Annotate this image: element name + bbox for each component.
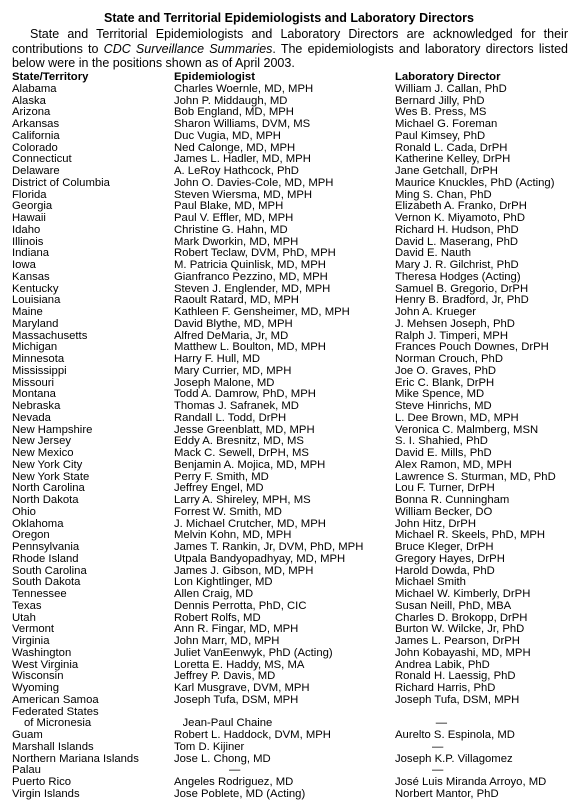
table-row [12, 201, 572, 213]
table-row [12, 742, 572, 754]
state-territory-cell: American Samoa [12, 694, 99, 706]
epidemiologist-cell: Paul Blake, MD, MPH [174, 201, 284, 213]
table-row [12, 131, 572, 143]
table-row [12, 472, 572, 484]
laboratory-director-cell: Lawrence S. Sturman, MD, PhD [395, 471, 556, 483]
state-territory-cell: Arizona [12, 107, 51, 119]
laboratory-director-cell: James L. Pearson, DrPH [395, 636, 520, 647]
laboratory-director-cell: Michael W. Kimberly, DrPH [395, 589, 531, 600]
table-row [12, 519, 572, 531]
epidemiologist-cell: Mark Dworkin, MD, MPH [174, 236, 299, 248]
laboratory-director-cell: Wes B. Press, MS [395, 107, 487, 119]
table-row [12, 389, 572, 401]
epidemiologist-cell: Jeffrey Engel, MD [174, 483, 264, 495]
epidemiologist-cell: Randall L. Todd, DrPH [174, 412, 287, 424]
epidemiologist-cell: Duc Vugia, MD, MPH [174, 130, 281, 142]
state-territory-cell: Utah [12, 612, 36, 624]
table-row [12, 119, 572, 131]
epidemiologist-cell: Charles Woernle, MD, MPH [174, 83, 314, 95]
laboratory-director-cell: Joseph Tufa, DSM, MPH [395, 694, 520, 706]
epidemiologist-cell: Benjamin A. Mojica, MD, MPH [174, 459, 326, 471]
state-territory-cell: Alabama [12, 83, 57, 95]
epidemiologist-cell: Sharon Williams, DVM, MS [174, 119, 311, 130]
state-territory-cell: of Micronesia [24, 718, 92, 730]
laboratory-director-cell: Elizabeth A. Franko, DrPH [395, 201, 527, 213]
state-territory-cell: Florida [12, 189, 47, 201]
epidemiologist-cell: Bob England, MD, MPH [174, 107, 294, 119]
state-territory-cell: Illinois [12, 236, 44, 248]
table-row [12, 754, 572, 766]
state-territory-cell: North Carolina [12, 483, 85, 495]
table-row [12, 695, 572, 707]
laboratory-director-cell: Harold Dowda, PhD [395, 565, 495, 577]
state-territory-cell: Hawaii [12, 213, 46, 224]
epidemiologist-cell: Forrest W. Smith, MD [174, 506, 282, 518]
state-territory-cell: Palau [12, 765, 41, 777]
table-row [12, 272, 572, 284]
laboratory-director-cell: Maurice Knuckles, PhD (Acting) [395, 177, 555, 189]
state-territory-cell: California [12, 130, 60, 142]
epidemiologist-cell: Jesse Greenblatt, MD, MPH [174, 424, 315, 436]
laboratory-director-cell [395, 707, 572, 719]
table-row [12, 589, 572, 601]
state-territory-cell: Guam [12, 730, 43, 741]
laboratory-director-cell: J. Mehsen Joseph, PhD [395, 318, 515, 330]
state-territory-cell: Massachusetts [12, 330, 88, 342]
laboratory-director-cell: Jane Getchall, DrPH [395, 166, 498, 177]
state-territory-cell: Kansas [12, 271, 50, 283]
table-row [12, 331, 572, 343]
epidemiologist-cell: Ned Calonge, MD, MPH [174, 142, 296, 154]
state-territory-cell: Wisconsin [12, 671, 64, 683]
laboratory-director-cell [399, 718, 572, 730]
state-territory-cell: Minnesota [12, 354, 65, 365]
state-territory-cell: Connecticut [12, 154, 72, 166]
state-territory-cell: District of Columbia [12, 177, 110, 189]
laboratory-director-cell: Michael R. Skeels, PhD, MPH [395, 530, 546, 542]
table-row [12, 354, 572, 366]
epidemiologist-cell: A. LeRoy Hathcock, PhD [174, 166, 299, 177]
epidemiologist-cell: Jean-Paul Chaine [182, 718, 273, 730]
laboratory-director-cell: Michael Smith [395, 577, 466, 589]
epidemiologist-cell: Lon Kightlinger, MD [174, 577, 273, 589]
table-row [12, 225, 572, 237]
epidemiologist-cell: Melvin Kohn, MD, MPH [174, 530, 292, 542]
epidemiologist-cell: Christine G. Hahn, MD [174, 224, 288, 236]
state-territory-cell: North Dakota [12, 495, 79, 506]
table-row [12, 660, 572, 672]
table-row [12, 248, 572, 260]
laboratory-director-cell: Joe O. Graves, PhD [395, 365, 497, 377]
laboratory-director-cell: William J. Callan, PhD [395, 83, 507, 95]
table-row [12, 436, 572, 448]
epidemiologist-cell: James L. Hadler, MD, MPH [174, 154, 311, 166]
epidemiologist-cell: Joseph Malone, MD [174, 377, 275, 389]
laboratory-director-cell [395, 742, 572, 754]
epidemiologist-cell: Kathleen F. Gensheimer, MD, MPH [174, 307, 350, 318]
state-territory-cell: Michigan [12, 342, 58, 354]
state-territory-cell: Arkansas [12, 119, 60, 130]
table-row [12, 789, 572, 801]
laboratory-director-cell: Mike Spence, MD [395, 389, 485, 401]
dash-placeholder: — [435, 718, 448, 730]
epidemiologist-cell: Jeffrey P. Davis, MD [174, 671, 276, 683]
state-territory-cell: South Dakota [12, 577, 81, 589]
table-row [12, 460, 572, 472]
dash-placeholder: — [229, 765, 241, 777]
laboratory-director-cell: Norbert Mantor, PhD [395, 788, 499, 800]
intro-text-italic: CDC Surveillance Summaries [103, 41, 273, 56]
table-row [12, 413, 572, 425]
epidemiologist-cell: James J. Gibson, MD, MPH [174, 565, 314, 577]
epidemiologist-cell: Alfred DeMaria, Jr, MD [174, 330, 289, 342]
state-territory-cell: Wyoming [12, 683, 59, 694]
epidemiologist-cell: Matthew L. Boulton, MD, MPH [174, 342, 326, 354]
epidemiologist-cell: James T. Rankin, Jr, DVM, PhD, MPH [174, 542, 364, 553]
epidemiologist-cell: Angeles Rodriguez, MD [174, 777, 294, 788]
epidemiologist-cell: Perry F. Smith, MD [174, 471, 269, 483]
epidemiologist-cell: Gianfranco Pezzino, MD, MPH [174, 271, 328, 283]
state-territory-cell: Tennessee [12, 589, 67, 600]
header-epidemiologist: Epidemiologist [174, 72, 255, 83]
intro-paragraph [12, 27, 568, 71]
laboratory-director-cell: Richard Harris, PhD [395, 683, 496, 694]
state-territory-cell: Alaska [12, 95, 46, 107]
epidemiologist-cell: Steven Wiersma, MD, MPH [174, 189, 313, 201]
laboratory-director-cell: Ralph J. Timperi, MPH [395, 330, 508, 342]
epidemiologist-cell: Steven J. Englender, MD, MPH [174, 283, 331, 295]
epidemiologist-cell: John Marr, MD, MPH [174, 636, 280, 647]
epidemiologist-cell: Mary Currier, MD, MPH [174, 365, 292, 377]
laboratory-director-cell: Gregory Hayes, DrPH [395, 553, 505, 565]
epidemiologist-cell: J. Michael Crutcher, MD, MPH [174, 518, 326, 530]
state-territory-cell: Virgin Islands [12, 788, 80, 800]
state-territory-cell: New Jersey [12, 436, 72, 448]
state-territory-cell: Ohio [12, 506, 36, 518]
table-row [12, 507, 572, 519]
epidemiologist-cell: John O. Davies-Cole, MD, MPH [174, 177, 334, 189]
laboratory-director-cell: Ming S. Chan, PhD [395, 189, 492, 201]
table-row [12, 237, 572, 249]
table-row [12, 448, 572, 460]
epidemiologist-cell: David Blythe, MD, MPH [174, 318, 293, 330]
state-territory-cell: Oregon [12, 530, 50, 542]
laboratory-director-cell: Theresa Hodges (Acting) [395, 271, 521, 283]
directory-table [12, 72, 572, 801]
laboratory-director-cell: Andrea Labik, PhD [395, 659, 490, 671]
state-territory-cell: New Mexico [12, 448, 74, 459]
table-row [12, 107, 572, 119]
table-row [12, 84, 572, 96]
table-row [12, 613, 572, 625]
laboratory-director-cell: Michael G. Foreman [395, 119, 498, 130]
state-territory-cell: Nebraska [12, 401, 61, 412]
state-territory-cell: Idaho [12, 224, 41, 236]
laboratory-director-cell: Aurelto S. Espinola, MD [395, 730, 515, 741]
table-row [12, 260, 572, 272]
state-territory-cell: Mississippi [12, 365, 67, 377]
laboratory-director-cell: Paul Kimsey, PhD [395, 130, 486, 142]
table-row [12, 577, 572, 589]
state-territory-cell: Washington [12, 647, 72, 659]
epidemiologist-cell [174, 765, 395, 777]
header-laboratory-director: Laboratory Director [395, 72, 501, 83]
state-territory-cell: West Virginia [12, 659, 79, 671]
laboratory-director-cell: David E. Mills, PhD [395, 448, 492, 459]
laboratory-director-cell: John A. Krueger [395, 307, 477, 318]
table-row [12, 366, 572, 378]
table-row [12, 178, 572, 190]
table-row [12, 295, 572, 307]
table-row [12, 495, 572, 507]
laboratory-director-cell: Charles D. Brokopp, DrPH [395, 612, 528, 624]
table-row [12, 683, 572, 695]
dash-placeholder: — [432, 765, 444, 777]
state-territory-cell: New York State [12, 471, 90, 483]
laboratory-director-cell: Frances Pouch Downes, DrPH [395, 342, 549, 354]
state-territory-cell: Iowa [12, 260, 36, 271]
table-row [12, 319, 572, 331]
state-territory-cell: Oklahoma [12, 518, 64, 530]
state-territory-cell: Georgia [12, 201, 53, 213]
state-territory-cell: Nevada [12, 412, 51, 424]
epidemiologist-cell: Larry A. Shireley, MPH, MS [174, 495, 311, 506]
state-territory-cell: Rhode Island [12, 553, 79, 565]
epidemiologist-cell [174, 707, 395, 719]
laboratory-director-cell: Norman Crouch, PhD [395, 354, 503, 365]
table-row [12, 342, 572, 354]
epidemiologist-cell: Robert Rolfs, MD [174, 612, 261, 624]
table-row [12, 401, 572, 413]
table-row [12, 601, 572, 613]
table-row [12, 624, 572, 636]
state-territory-cell: Marshall Islands [12, 741, 94, 753]
laboratory-director-cell: Veronica C. Malmberg, MSN [395, 424, 539, 436]
epidemiologist-cell: Allen Craig, MD [174, 589, 254, 600]
laboratory-director-cell: Lou F. Turner, DrPH [395, 483, 495, 495]
table-row [12, 96, 572, 108]
state-territory-cell: Delaware [12, 166, 60, 177]
state-territory-cell: Louisiana [12, 295, 61, 307]
laboratory-director-cell: Samuel B. Gregorio, DrPH [395, 283, 529, 295]
laboratory-director-cell: Bernard Jilly, PhD [395, 95, 485, 107]
laboratory-director-cell: José Luis Miranda Arroyo, MD [395, 777, 547, 788]
intro-text-end: . The epidemiologists and laboratory directors listed below were in the positions shown as of April 2003. [12, 41, 569, 70]
laboratory-director-cell: Joseph K.P. Villagomez [395, 753, 513, 765]
laboratory-director-cell: Katherine Kelley, DrPH [395, 154, 511, 166]
state-territory-cell: South Carolina [12, 565, 87, 577]
state-territory-cell: Maine [12, 307, 43, 318]
epidemiologist-cell: Jose L. Chong, MD [174, 753, 271, 765]
epidemiologist-cell: Thomas J. Safranek, MD [174, 401, 299, 412]
state-territory-cell: Indiana [12, 248, 50, 260]
table-row [12, 636, 572, 648]
laboratory-director-cell: Bonna R. Cunningham [395, 495, 510, 506]
state-territory-cell: Kentucky [12, 283, 59, 295]
epidemiologist-cell: Joseph Tufa, DSM, MPH [174, 694, 299, 706]
table-row [12, 530, 572, 542]
state-territory-cell: Maryland [12, 318, 59, 330]
table-row [12, 307, 572, 319]
table-row [12, 765, 572, 777]
state-territory-cell: Puerto Rico [12, 777, 72, 788]
epidemiologist-cell: Utpala Bandyopadhyay, MD, MPH [174, 553, 346, 565]
epidemiologist-cell: Karl Musgrave, DVM, MPH [174, 683, 310, 694]
laboratory-director-cell: Susan Neill, PhD, MBA [395, 600, 512, 612]
state-territory-cell: Missouri [12, 377, 55, 389]
laboratory-director-cell: Ronald H. Laessig, PhD [395, 671, 516, 683]
laboratory-director-cell: Steve Hinrichs, MD [395, 401, 492, 412]
laboratory-director-cell: S. I. Shahied, PhD [395, 436, 488, 448]
laboratory-director-cell [395, 765, 572, 777]
epidemiologist-cell: Raoult Ratard, MD, MPH [174, 295, 299, 307]
table-row [12, 378, 572, 390]
epidemiologist-cell: Jose Poblete, MD (Acting) [174, 788, 306, 800]
laboratory-director-cell: Eric C. Blank, DrPH [395, 377, 495, 389]
laboratory-director-cell: Alex Ramon, MD, MPH [395, 459, 512, 471]
table-row [12, 483, 572, 495]
laboratory-director-cell: Richard H. Hudson, PhD [395, 224, 519, 236]
table-row [12, 143, 572, 155]
epidemiologist-cell: Harry F. Hull, MD [174, 354, 260, 365]
state-territory-cell: Northern Mariana Islands [12, 753, 139, 765]
laboratory-director-cell: Ronald L. Cada, DrPH [395, 142, 508, 154]
laboratory-director-cell: Vernon K. Miyamoto, PhD [395, 213, 525, 224]
epidemiologist-cell: Ann R. Fingar, MD, MPH [174, 624, 299, 636]
state-territory-cell: Texas [12, 600, 42, 612]
laboratory-director-cell: John Hitz, DrPH [395, 518, 476, 530]
laboratory-director-cell: John Kobayashi, MD, MPH [395, 647, 531, 659]
table-row [12, 166, 572, 178]
table-header-row [12, 72, 572, 84]
epidemiologist-cell: Todd A. Damrow, PhD, MPH [174, 389, 316, 401]
state-territory-cell: Vermont [12, 624, 55, 636]
laboratory-director-cell: Bruce Kleger, DrPH [395, 542, 494, 553]
state-territory-cell: Federated States [12, 706, 99, 718]
epidemiologist-cell: Paul V. Effler, MD, MPH [174, 213, 294, 224]
header-state-territory: State/Territory [12, 72, 89, 83]
table-row [12, 213, 572, 225]
laboratory-director-cell: Burton W. Wilcke, Jr, PhD [395, 624, 525, 636]
table-row [12, 554, 572, 566]
epidemiologist-cell: John P. Middaugh, MD [174, 95, 288, 107]
dash-placeholder: — [432, 741, 444, 753]
table-row [12, 154, 572, 166]
state-territory-cell: Virginia [12, 636, 50, 647]
epidemiologist-cell: Eddy A. Bresnitz, MD, MS [174, 436, 304, 448]
table-row [12, 542, 572, 554]
table-row [12, 566, 572, 578]
table-row [12, 190, 572, 202]
epidemiologist-cell: Dennis Perrotta, PhD, CIC [174, 600, 307, 612]
epidemiologist-cell: Loretta E. Haddy, MS, MA [174, 659, 305, 671]
state-territory-cell: Montana [12, 389, 56, 401]
epidemiologist-cell: Mack C. Sewell, DrPH, MS [174, 448, 309, 459]
state-territory-cell: New Hampshire [12, 424, 93, 436]
page-title: State and Territorial Epidemiologists and Laboratory Directors [104, 11, 474, 25]
table-row [12, 730, 572, 742]
table-row [12, 284, 572, 296]
state-territory-cell: New York City [12, 459, 83, 471]
laboratory-director-cell: Henry B. Bradford, Jr, PhD [395, 295, 529, 307]
epidemiologist-cell: Robert Teclaw, DVM, PhD, MPH [174, 248, 336, 260]
table-row [12, 777, 572, 789]
epidemiologist-cell: M. Patricia Quinlisk, MD, MPH [174, 260, 326, 271]
laboratory-director-cell: David L. Maserang, PhD [395, 236, 519, 248]
state-territory-cell: Colorado [12, 142, 58, 154]
laboratory-director-cell: William Becker, DO [395, 506, 493, 518]
table-row [12, 707, 572, 719]
table-row [12, 648, 572, 660]
state-territory-cell: Pennsylvania [12, 542, 80, 553]
table-row [12, 425, 572, 437]
table-row [12, 671, 572, 683]
laboratory-director-cell: Mary J. R. Gilchrist, PhD [395, 260, 519, 271]
intro-text-start: State and Territorial Epidemiologists and Laboratory Directors are acknowledged for their contributions to [12, 27, 568, 56]
epidemiologist-cell: Tom D. Kijiner [174, 741, 245, 753]
epidemiologist-cell: Juliet VanEenwyk, PhD (Acting) [174, 647, 333, 659]
epidemiologist-cell: Robert L. Haddock, DVM, MPH [174, 730, 331, 741]
laboratory-director-cell: L. Dee Brown, MD, MPH [395, 412, 519, 424]
table-row [12, 718, 572, 730]
laboratory-director-cell: David E. Nauth [395, 248, 471, 260]
